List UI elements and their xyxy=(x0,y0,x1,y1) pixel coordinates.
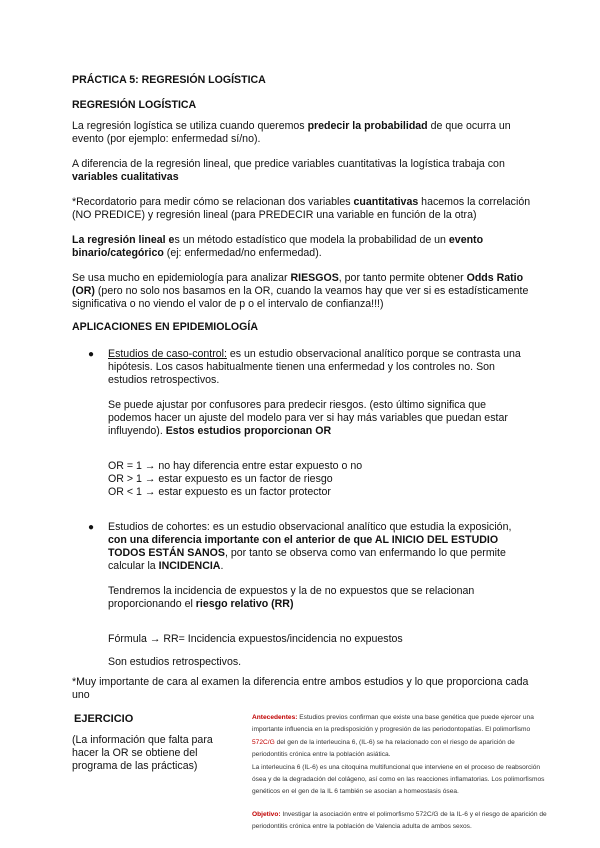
excerpt-background: Antecedentes: Estudios previos confirman que existe una base genética que puede ejercer una importante influencia en la predisposición y progresión de las periodontopatías. El polimorfismo 572C/G del gen de la interleucina 6, (IL-6) se ha relacionado con el riesgo de aparición de periodontitis crónica entre la población asiática. xyxy=(252,714,534,759)
bullet-icon: ● xyxy=(88,349,95,360)
paragraph-epidemiology: Se usa mucho en epidemiología para analizar RIESGOS, por tanto permite obtener Odds Ratio (OR) (pero no solo nos basamos en la OR, cuando la veamos hay que ver si es estadísticamente significativa o no viendo el valor de p o el intervalo de confianza!!!) xyxy=(72,272,529,310)
or-less-one: OR < 1 → estar expuesto es un factor protector xyxy=(108,486,331,498)
cohort-incidence: Tendremos la incidencia de expuestos y la de no expuestos que se relacionan proporcionando el riesgo relativo (RR) xyxy=(108,585,475,610)
section-heading-regresion: REGRESIÓN LOGÍSTICA xyxy=(72,99,197,111)
cohort-item xyxy=(108,521,528,669)
exam-note: *Muy importante de cara al examen la diferencia entre ambos estudios y lo que proporciona cada uno xyxy=(72,676,529,701)
case-control-text: Estudios de caso-control: es un estudio observacional analítico porque se contrasta una hipótesis. Los casos habitualmente tienen una enfermedad y los controles no. Son estudios retrospectivos. xyxy=(108,348,521,386)
paragraph-difference: A diferencia de la regresión lineal, que predice variables cuantitativas la logística trabaja con variables cualitativas xyxy=(72,158,505,183)
exercise-description: (La información que falta para hacer la OR se obtiene del programa de las prácticas) xyxy=(72,734,213,772)
case-control-adjust: Se puede ajustar por confusores para predecir riesgos. (esto último significa que podemos hacer un ajuste del modelo para ver si hay más variables que puedan estar influyendo). Estos estudios proporcionan OR xyxy=(108,399,508,437)
or-greater-one: OR > 1 → estar expuesto es un factor de riesgo xyxy=(108,473,333,485)
exercise-excerpt xyxy=(252,712,552,834)
excerpt-il6: La interleucina 6 (IL-6) es una citoquina multifuncional que interviene en el proceso de reabsorción ósea y de la degradación del colágeno, así como en las reacciones inflamatorias. Los polimorfismos genéticos en el gen de la IL 6 también se asocian a homeostasis ósea. xyxy=(252,763,545,796)
cohort-retrospective: Son estudios retrospectivos. xyxy=(108,656,242,668)
cohort-text: Estudios de cohortes: es un estudio observacional analítico que estudia la exposición, con una diferencia importante con el anterior de que AL INICIO DEL ESTUDIO TODOS ESTÁN SANOS, por tanto se observa como van enfermando lo que permite calcular la INCIDENCIA. xyxy=(108,521,512,572)
excerpt-objective: Objetivo: Investigar la asociación entre el polimorfismo 572C/G de la IL-6 y el riesgo de aparición de periodontitis crónica entre la población de Valencia adulta de ambos sexos. xyxy=(252,810,547,831)
page-title: PRÁCTICA 5: REGRESIÓN LOGÍSTICA xyxy=(72,74,266,86)
rr-formula: Fórmula → RR= Incidencia expuestos/incidencia no expuestos xyxy=(108,633,403,645)
intro-block xyxy=(72,70,532,334)
exercise-title: EJERCICIO xyxy=(74,713,134,725)
or-equal-one: OR = 1 → no hay diferencia entre estar expuesto o no xyxy=(108,460,363,472)
paragraph-definition: La regresión logística se utiliza cuando queremos predecir la probabilidad de que ocurra un evento (por ejemplo: enfermedad sí/no). xyxy=(72,120,511,145)
paragraph-reminder: *Recordatorio para medir cómo se relacionan dos variables cuantitativas hacemos la correlación (NO PREDICE) y regresión lineal (para PREDECIR una variable en función de la otra) xyxy=(72,196,531,221)
section-heading-aplicaciones: APLICACIONES EN EPIDEMIOLOGÍA xyxy=(72,321,258,333)
bullet-icon: ● xyxy=(88,522,95,533)
paragraph-linear-regression: La regresión lineal es un método estadístico que modela la probabilidad de un evento binario/categórico (ej: enfermedad/no enfermedad). xyxy=(72,234,484,259)
case-control-item xyxy=(108,348,528,499)
